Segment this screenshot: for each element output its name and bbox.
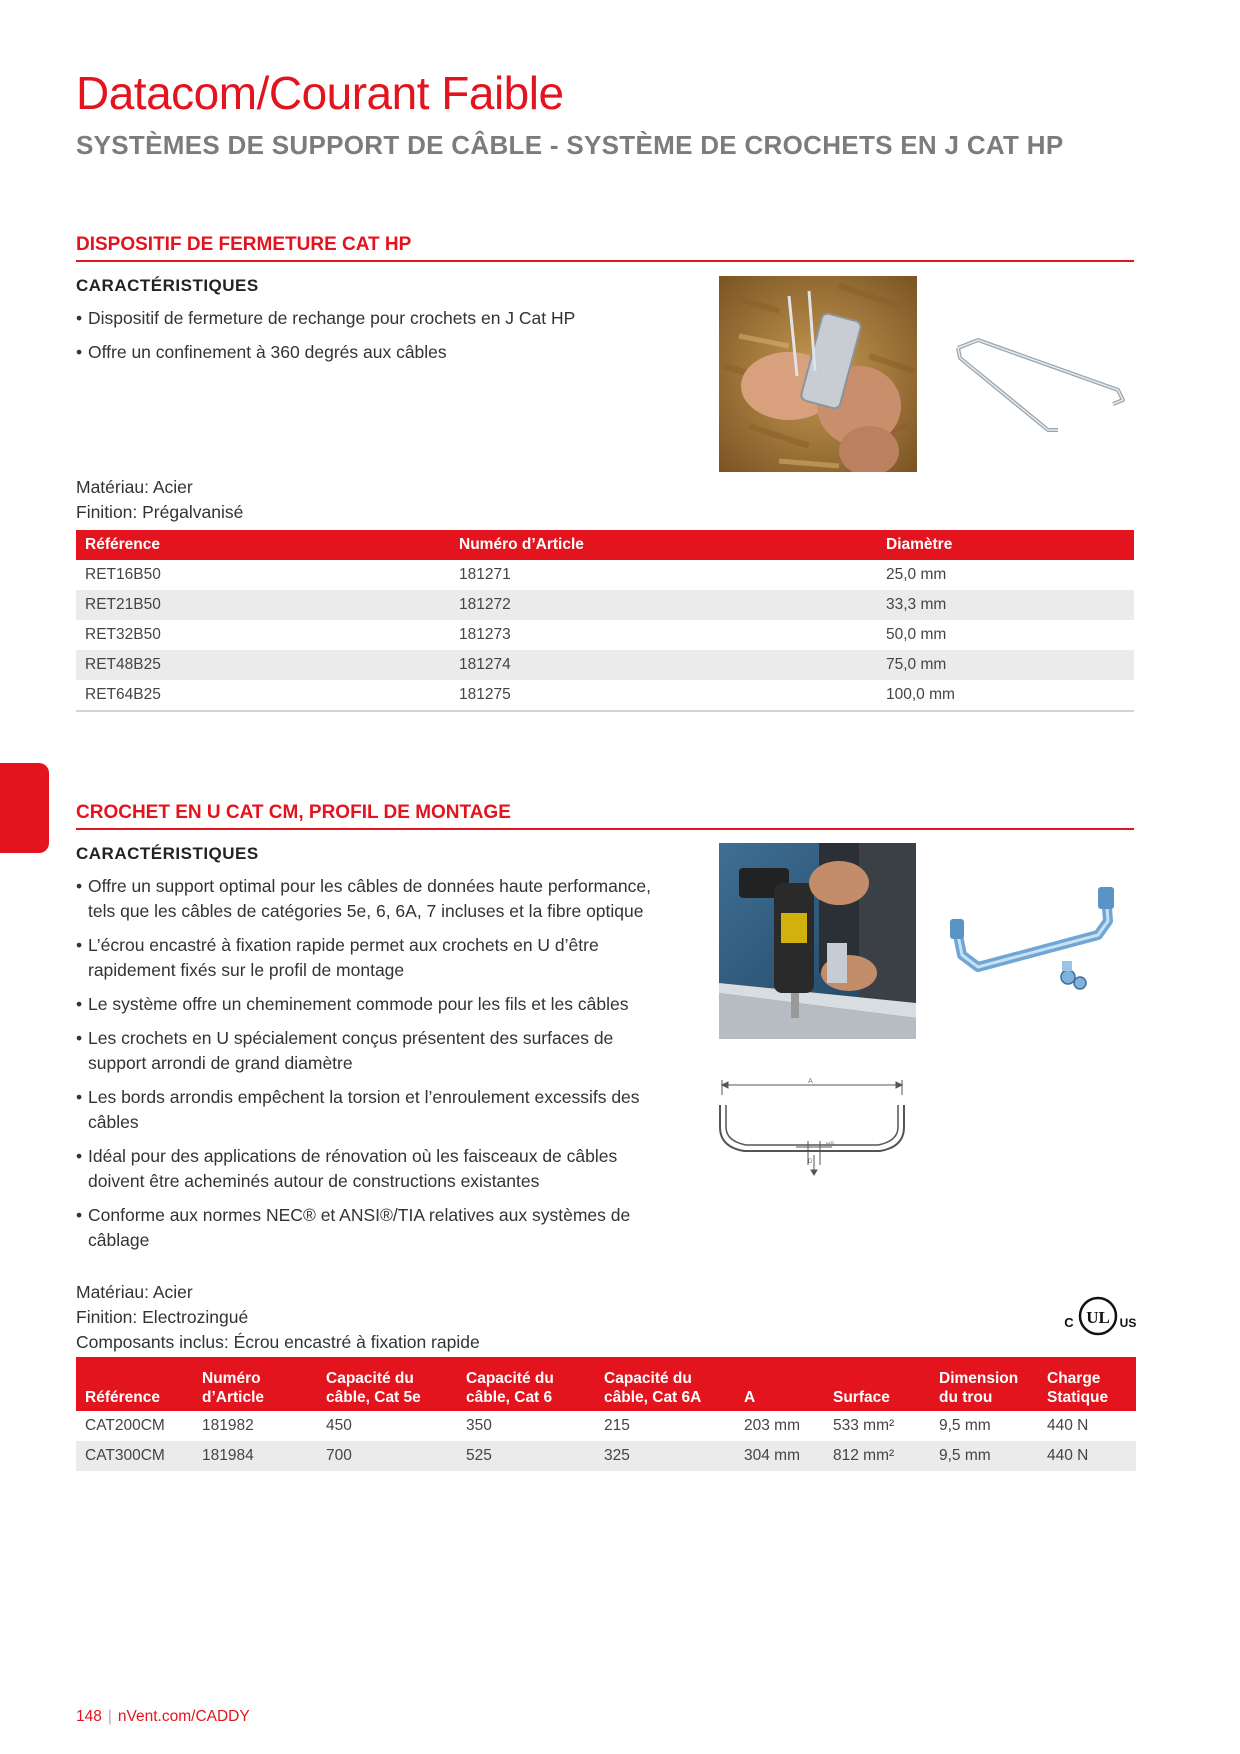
ul-certification-logo (1058, 1294, 1138, 1338)
product-drawing-clip (948, 330, 1128, 440)
column-header: Référence (76, 530, 450, 560)
table-header-row (76, 530, 1134, 560)
table-cell: 75,0 mm (877, 650, 1134, 680)
product-table-crochet-u (76, 1357, 1136, 1471)
table-cell: 700 (317, 1441, 457, 1471)
table-header-row (76, 1357, 1136, 1411)
material-spec: Matériau: Acier (76, 477, 193, 497)
feature-item: • Conforme aux normes NEC® et ANSI®/TIA relatives aux systèmes de câblage (76, 1203, 696, 1253)
column-header: A (735, 1357, 824, 1411)
table-cell: RET48B25 (76, 650, 450, 680)
table-row (76, 560, 1134, 590)
dimension-label-d: D (808, 1159, 813, 1165)
finish-spec: Finition: Prégalvanisé (76, 502, 244, 522)
product-photo-drill (719, 843, 916, 1039)
feature-item: • Le système offre un cheminement commode pour les fils et les câbles (76, 992, 696, 1017)
table-cell: 50,0 mm (886, 626, 947, 643)
table-cell: 203 mm (744, 1417, 800, 1434)
table-cell: 9,5 mm (930, 1441, 1038, 1471)
svg-text:C: C (1064, 1315, 1074, 1330)
feature-item: • Offre un support optimal pour les câbles de données haute performance, tels que les câbles de catégories 5e, 6, 6A, 7 incluses et la fibre optique (76, 874, 696, 924)
column-header: Capacité du câble, Cat 6 (457, 1357, 595, 1411)
product-table-fermeture (76, 530, 1134, 712)
table-cell: 325 (595, 1441, 735, 1471)
footer-website-link[interactable]: nVent.com/CADDY (117, 1708, 250, 1725)
table-cell: RET32B50 (85, 626, 161, 643)
table-cell: 181274 (450, 650, 877, 680)
table-cell: RET16B50 (85, 566, 161, 583)
column-header: Capacité du câble, Cat 6A (595, 1357, 735, 1411)
footer-separator: | (107, 1708, 112, 1725)
column-header: Numéro d’Article (450, 530, 877, 560)
column-header: Dimension du trou (930, 1357, 1038, 1411)
column-header: Diamètre (877, 530, 1134, 560)
table-cell: RET64B25 (76, 680, 450, 711)
feature-item: • Dispositif de fermeture de rechange pour crochets en J Cat HP (76, 306, 696, 331)
table-cell: 181271 (459, 566, 511, 583)
table-cell: 181984 (193, 1441, 317, 1471)
table-cell: 440 N (1047, 1417, 1089, 1434)
table-cell: 450 (326, 1417, 352, 1434)
table-cell: RET21B50 (76, 590, 450, 620)
product-drawing-u-hook (948, 885, 1128, 995)
table-cell: 525 (457, 1441, 595, 1471)
table-cell: 304 mm (735, 1441, 824, 1471)
table-row (76, 620, 1134, 650)
page-title: Datacom/Courant Faible (76, 67, 564, 119)
table-cell: 9,5 mm (939, 1417, 991, 1434)
page-footer (76, 1708, 250, 1726)
table-row (76, 1441, 1136, 1471)
section-heading-crochet-u: CROCHET EN U CAT CM, PROFIL DE MONTAGE (76, 802, 1134, 830)
dimension-label-hs: HS (826, 1142, 835, 1148)
svg-text:UL: UL (1086, 1308, 1110, 1327)
table-cell: 350 (466, 1417, 492, 1434)
page-subtitle: SYSTÈMES DE SUPPORT DE CÂBLE - SYSTÈME DE CROCHETS EN J CAT HP (76, 130, 1064, 160)
features-label: CARACTÉRISTIQUES (76, 844, 259, 863)
side-tab-marker (0, 763, 49, 853)
table-cell: CAT200CM (85, 1417, 165, 1434)
features-label: CARACTÉRISTIQUES (76, 276, 259, 295)
feature-item: • Offre un confinement à 360 degrés aux câbles (76, 340, 696, 365)
table-row (76, 1411, 1136, 1441)
table-row (76, 680, 1134, 711)
table-row (76, 590, 1134, 620)
table-cell: 533 mm² (833, 1417, 895, 1434)
table-cell: 215 (604, 1417, 630, 1434)
feature-list (76, 874, 696, 1262)
dimension-label-a: A (808, 1078, 813, 1085)
components-spec: Composants inclus: Écrou encastré à fixation rapide (76, 1332, 480, 1352)
table-cell: 33,3 mm (877, 590, 1134, 620)
table-cell: CAT300CM (76, 1441, 193, 1471)
material-spec: Matériau: Acier (76, 1282, 193, 1302)
column-header: Surface (824, 1357, 930, 1411)
table-cell: 181982 (202, 1417, 254, 1434)
feature-item: • Les bords arrondis empêchent la torsion et l’enroulement excessifs des câbles (76, 1085, 696, 1135)
column-header: Référence (76, 1357, 193, 1411)
feature-item: • L’écrou encastré à fixation rapide permet aux crochets en U d’être rapidement fixés sur le profil de montage (76, 933, 696, 983)
dimension-drawing (708, 1075, 918, 1185)
finish-spec: Finition: Electrozingué (76, 1307, 249, 1327)
svg-text:US: US (1119, 1316, 1137, 1330)
table-cell: 25,0 mm (886, 566, 947, 583)
table-cell: 181275 (450, 680, 877, 711)
table-cell: 100,0 mm (877, 680, 1134, 711)
column-header: Charge Statique (1038, 1357, 1136, 1411)
page-number: 148 (76, 1708, 102, 1725)
table-cell: 181272 (450, 590, 877, 620)
feature-list (76, 306, 696, 374)
table-row (76, 650, 1134, 680)
section-heading-fermeture: DISPOSITIF DE FERMETURE CAT HP (76, 234, 1134, 262)
product-photo-hands (719, 276, 917, 472)
feature-item: • Les crochets en U spécialement conçus présentent des surfaces de support arrondi de grand diamètre (76, 1026, 696, 1076)
table-cell: 812 mm² (824, 1441, 930, 1471)
column-header: Capacité du câble, Cat 5e (317, 1357, 457, 1411)
feature-item: • Idéal pour des applications de rénovation où les faisceaux de câbles doivent être acheminés autour de constructions existantes (76, 1144, 696, 1194)
table-cell: 181273 (459, 626, 511, 643)
column-header: Numéro d’Article (193, 1357, 317, 1411)
table-cell: 440 N (1038, 1441, 1136, 1471)
